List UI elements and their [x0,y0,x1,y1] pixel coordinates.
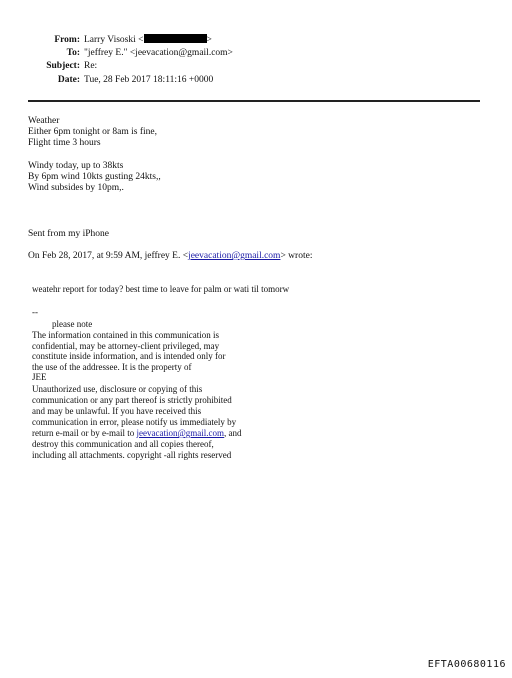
body-line: Windy today, up to 38kts [28,161,124,171]
from-name: Larry Visoski < [84,35,144,45]
bates-number: EFTA00680116 [427,659,506,670]
disclaimer-line: JEE [32,372,47,382]
signature: Sent from my iPhone [28,229,110,239]
body-line: Weather [28,116,60,126]
body-line: By 6pm wind 10kts gusting 24kts,, [28,172,161,182]
disclaimer-line: including all attachments. copyright -all rights reserved [32,450,232,460]
disclaimer-notify-line [32,428,241,439]
quote-intro [28,251,312,262]
disclaimer-line: The information contained in this communication is [32,330,219,340]
from-label: From: [54,35,80,45]
quote-intro-prefix: On Feb 28, 2017, at 9:59 AM, jeffrey E. < [28,251,189,261]
disclaimer-line: communication in error, please notify us immediately by [32,417,237,427]
from-value [84,34,212,46]
email-link[interactable]: jeevacation@gmail.com [136,428,224,438]
date-value: Tue, 28 Feb 2017 18:11:16 +0000 [84,75,214,85]
to-value: "jeffrey E." <jeevacation@gmail.com> [84,48,233,58]
redaction-box [144,34,207,43]
body-line: Wind subsides by 10pm,. [28,183,124,193]
email-link[interactable]: jeevacation@gmail.com [188,251,281,261]
header-divider [28,100,480,102]
disclaimer-line: confidential, may be attorney-client privileged, may [32,340,220,351]
subject-label: Subject: [46,61,80,71]
quoted-message: weatehr report for today? best time to leave for palm or wati til tomorw [32,284,290,294]
disclaimer-line: and may be unlawful. If you have received this [32,406,202,416]
quote-intro-suffix: > wrote: [280,251,313,261]
disclaimer-line: Unauthorized use, disclosure or copying of this [32,384,203,394]
date-label: Date: [57,75,80,85]
disclaimer-line: destroy this communication and all copies thereof, [32,439,214,449]
to-label: To: [66,48,80,58]
body-line: Flight time 3 hours [28,138,101,148]
body-line: Either 6pm tonight or 8am is fine, [28,127,158,137]
separator: -- [32,307,38,317]
disclaimer-line: the use of the addressee. It is the property of [32,361,192,372]
disclaimer-line: constitute inside information, and is intended only for [32,351,226,361]
from-suffix: > [206,35,212,45]
subject-value: Re: [84,61,98,71]
notify-suffix: , and [223,428,242,438]
note-heading: please note [52,319,93,329]
disclaimer-line: communication or any part thereof is strictly prohibited [32,395,232,405]
notify-prefix: return e-mail or by e-mail to [32,428,137,438]
